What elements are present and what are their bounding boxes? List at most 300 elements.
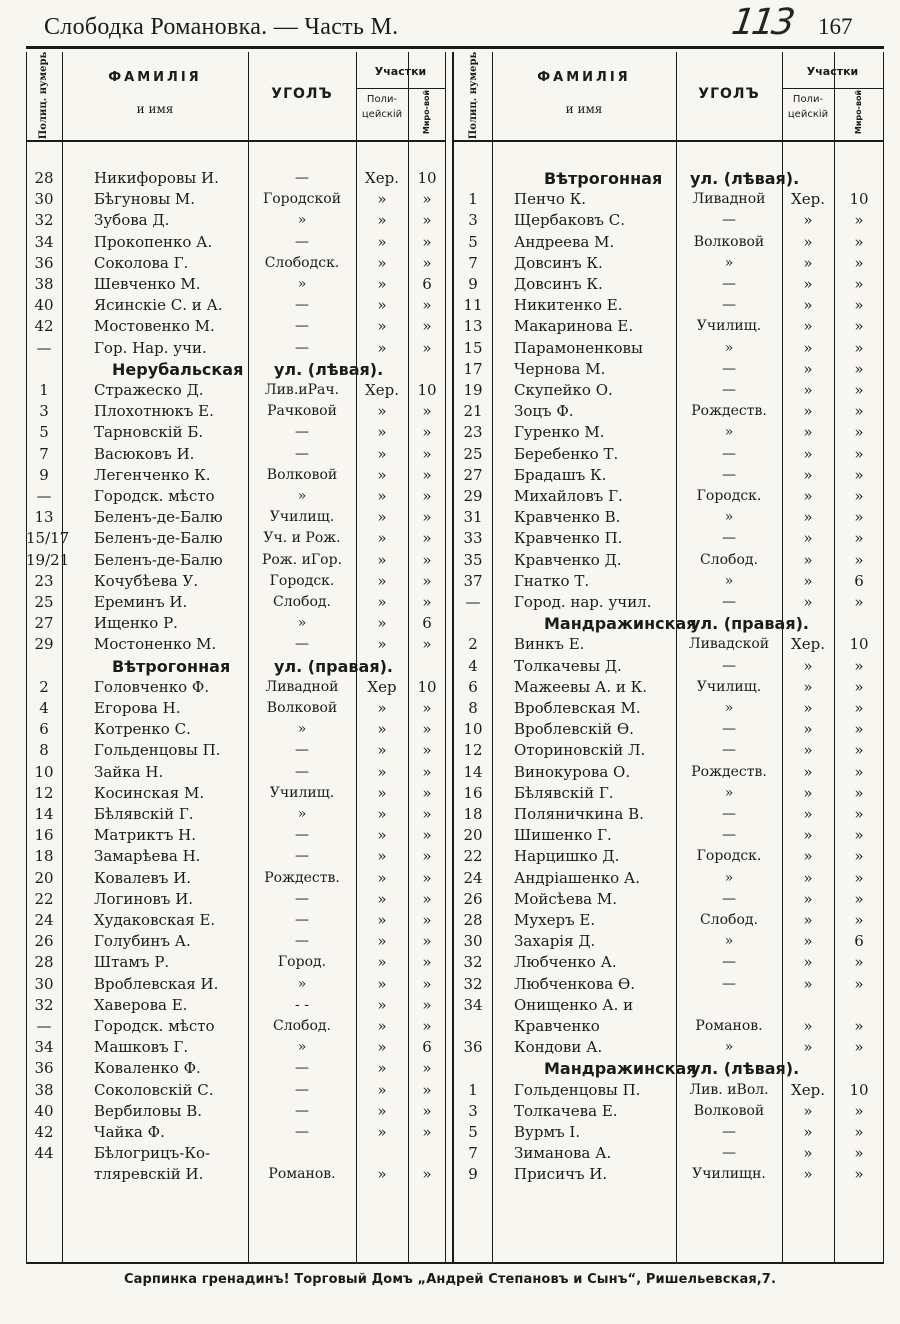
magistrate-district: » bbox=[422, 762, 432, 781]
police-district: » bbox=[377, 1101, 387, 1120]
street-side: ул. (правая). bbox=[690, 614, 809, 634]
table-row bbox=[26, 232, 446, 253]
police-district: Хер. bbox=[791, 1080, 825, 1099]
magistrate-district: » bbox=[854, 423, 864, 442]
police-district: » bbox=[803, 720, 813, 739]
magistrate-district: » bbox=[854, 741, 864, 760]
resident-name: Васюковъ И. bbox=[94, 444, 195, 463]
house-number: 22 bbox=[34, 889, 54, 908]
table-row bbox=[26, 380, 446, 401]
corner-street: » bbox=[724, 424, 734, 441]
table-row bbox=[26, 931, 446, 952]
magistrate-district: » bbox=[422, 911, 432, 929]
corner-street: — bbox=[295, 297, 309, 314]
house-number: 2 bbox=[468, 635, 478, 654]
house-number: 7 bbox=[468, 1144, 478, 1163]
magistrate-district: 10 bbox=[849, 190, 869, 209]
corner-street: Училищ. bbox=[696, 678, 762, 695]
magistrate-district: » bbox=[854, 720, 864, 739]
corner-street: Городск. bbox=[269, 572, 335, 589]
house-number: 28 bbox=[34, 169, 54, 187]
magistrate-district: » bbox=[854, 508, 864, 527]
resident-name: Пенчо К. bbox=[514, 190, 587, 209]
corner-street: » bbox=[724, 254, 734, 271]
magistrate-district: » bbox=[854, 1038, 864, 1057]
magistrate-district: » bbox=[422, 487, 432, 505]
corner-street: — bbox=[295, 424, 309, 441]
street-name: Нерубальская bbox=[112, 359, 244, 379]
resident-name: Соколовскій С. bbox=[94, 1080, 214, 1099]
table-row bbox=[26, 274, 446, 295]
resident-name: Бѣлявскій Г. bbox=[514, 783, 614, 802]
corner-street: — bbox=[722, 827, 736, 844]
house-number: 19 bbox=[463, 381, 483, 399]
table-row bbox=[452, 592, 884, 613]
table-row bbox=[452, 338, 884, 359]
magistrate-district: 10 bbox=[417, 381, 437, 399]
header-corner: УГОЛЪ bbox=[271, 86, 333, 102]
table-row bbox=[452, 359, 884, 380]
corner-street: — bbox=[722, 890, 736, 907]
magistrate-district: » bbox=[422, 1101, 432, 1120]
house-number: 26 bbox=[463, 889, 483, 908]
street-name: Мандражинская bbox=[544, 614, 697, 634]
magistrate-district: » bbox=[422, 1165, 432, 1184]
house-number: 8 bbox=[468, 699, 478, 717]
police-district: » bbox=[377, 1080, 387, 1099]
house-number: 9 bbox=[468, 1165, 478, 1184]
house-number: 3 bbox=[39, 402, 49, 421]
magistrate-district: » bbox=[854, 805, 864, 823]
corner-street: Ливадной bbox=[692, 191, 766, 208]
magistrate-district: » bbox=[422, 635, 432, 654]
magistrate-district: » bbox=[422, 1080, 432, 1099]
table-row bbox=[26, 762, 446, 783]
resident-name: Мойсѣева М. bbox=[514, 889, 617, 908]
house-number: 10 bbox=[463, 720, 483, 739]
corner-street: » bbox=[297, 1039, 307, 1056]
resident-name: Парамоненковы bbox=[514, 338, 643, 357]
house-number: 1 bbox=[39, 381, 49, 399]
police-district: » bbox=[803, 1144, 813, 1163]
police-district: » bbox=[377, 932, 387, 951]
corner-street: — bbox=[295, 1081, 309, 1098]
corner-street: — bbox=[295, 318, 309, 335]
header-mir: Миро-вой bbox=[422, 89, 431, 135]
house-number: 14 bbox=[463, 762, 483, 781]
police-district: » bbox=[803, 847, 813, 866]
resident-name: Кондови А. bbox=[514, 1038, 603, 1057]
police-district: Хер. bbox=[791, 190, 825, 209]
table-row bbox=[26, 189, 446, 210]
table-row bbox=[452, 486, 884, 507]
police-district: » bbox=[377, 699, 387, 717]
corner-street: — bbox=[722, 297, 736, 314]
magistrate-district: » bbox=[854, 253, 864, 272]
magistrate-district: » bbox=[422, 529, 432, 548]
magistrate-district: » bbox=[422, 444, 432, 463]
corner-street: — bbox=[722, 530, 736, 547]
resident-name: Прокопенко А. bbox=[94, 232, 213, 251]
table-row bbox=[26, 507, 446, 528]
police-district: » bbox=[803, 932, 813, 951]
table-row bbox=[452, 910, 884, 931]
table-row bbox=[452, 1122, 884, 1143]
table-row bbox=[26, 995, 446, 1016]
police-district: » bbox=[803, 911, 813, 929]
table-row bbox=[26, 528, 446, 549]
table-row bbox=[452, 401, 884, 422]
house-number: 32 bbox=[463, 974, 483, 993]
resident-name: Городск. мѣсто bbox=[94, 487, 215, 505]
magistrate-district: » bbox=[854, 529, 864, 548]
table-row bbox=[452, 931, 884, 952]
corner-street: Слободск. bbox=[264, 254, 340, 271]
police-district: » bbox=[377, 1059, 387, 1078]
police-district: » bbox=[377, 232, 387, 251]
corner-street: - - bbox=[295, 996, 309, 1013]
police-district: » bbox=[377, 805, 387, 823]
magistrate-district: » bbox=[422, 296, 432, 315]
resident-name: Вербиловы В. bbox=[94, 1101, 203, 1120]
table-row bbox=[26, 1101, 446, 1122]
corner-street: Город. bbox=[277, 954, 327, 971]
resident-name: Захарія Д. bbox=[514, 932, 596, 951]
resident-name: Бѣлявскій Г. bbox=[94, 805, 194, 823]
corner-street: — bbox=[722, 975, 736, 992]
police-district: » bbox=[377, 1038, 387, 1057]
table-row bbox=[26, 316, 446, 337]
corner-street: Ливадной bbox=[265, 678, 339, 695]
table-row bbox=[452, 210, 884, 231]
resident-name: Зубова Д. bbox=[94, 211, 170, 230]
resident-name: Нарцишко Д. bbox=[514, 847, 620, 866]
house-number: 30 bbox=[34, 974, 54, 993]
police-district: » bbox=[377, 190, 387, 209]
resident-name: Машковъ Г. bbox=[94, 1038, 189, 1057]
magistrate-district: » bbox=[854, 847, 864, 866]
resident-name: Кравченко bbox=[514, 1017, 600, 1035]
table-row bbox=[26, 1016, 446, 1037]
house-number: — bbox=[36, 487, 52, 505]
corner-street: — bbox=[722, 360, 736, 377]
police-district: » bbox=[803, 974, 813, 993]
house-number: 44 bbox=[34, 1144, 54, 1163]
magistrate-district: » bbox=[422, 465, 432, 484]
police-district: » bbox=[803, 677, 813, 696]
resident-name: Вурмъ I. bbox=[514, 1123, 581, 1141]
table-row bbox=[452, 719, 884, 740]
house-number: — bbox=[36, 338, 52, 357]
resident-name: Шишенко Г. bbox=[514, 826, 612, 845]
magistrate-district: » bbox=[422, 699, 432, 717]
resident-name: Зоцъ Ф. bbox=[514, 402, 574, 421]
resident-name: Беленъ-де-Балю bbox=[94, 508, 223, 527]
table-row bbox=[452, 1164, 884, 1185]
police-district: » bbox=[803, 402, 813, 421]
corner-street: Городск. bbox=[696, 848, 762, 865]
magistrate-district: » bbox=[854, 677, 864, 696]
corner-street: Училищ. bbox=[269, 784, 335, 801]
table-row bbox=[26, 952, 446, 973]
table-row bbox=[452, 571, 884, 592]
resident-name: Чернова М. bbox=[514, 359, 606, 378]
house-number: 28 bbox=[34, 953, 54, 972]
handwritten-page-number: 113 bbox=[729, 2, 795, 43]
street-heading bbox=[452, 613, 884, 634]
magistrate-district: » bbox=[422, 508, 432, 527]
table-row bbox=[26, 613, 446, 634]
police-district: » bbox=[377, 253, 387, 272]
street-heading bbox=[26, 359, 446, 380]
house-number: 18 bbox=[34, 847, 54, 866]
resident-name: Мажеевы А. и К. bbox=[514, 677, 648, 696]
resident-name: Довсинъ К. bbox=[514, 253, 603, 272]
house-number: 23 bbox=[463, 423, 483, 442]
table-row bbox=[26, 719, 446, 740]
resident-name: Беленъ-де-Балю bbox=[94, 550, 223, 569]
corner-street: Рачковой bbox=[267, 403, 337, 420]
corner-street: — bbox=[722, 466, 736, 483]
police-district: » bbox=[803, 826, 813, 845]
house-number: 14 bbox=[34, 805, 54, 823]
police-district: » bbox=[377, 974, 387, 993]
resident-name: Присичъ И. bbox=[514, 1165, 608, 1184]
police-district: » bbox=[377, 423, 387, 442]
district-subheader-rule bbox=[356, 88, 446, 89]
magistrate-district: » bbox=[854, 889, 864, 908]
resident-name: Худаковская Е. bbox=[94, 911, 216, 929]
resident-name: Ковалевъ И. bbox=[94, 868, 192, 887]
table-row bbox=[452, 634, 884, 655]
corner-street: — bbox=[722, 954, 736, 971]
police-district: » bbox=[803, 762, 813, 781]
resident-name: Вроблевскій Ѳ. bbox=[514, 720, 634, 739]
resident-name: Онищенко А. и bbox=[514, 995, 634, 1014]
resident-name: Мостовенко М. bbox=[94, 317, 215, 336]
police-district: » bbox=[803, 359, 813, 378]
corner-street: — bbox=[295, 933, 309, 950]
resident-name: Беленъ-де-Балю bbox=[94, 529, 223, 548]
resident-name: Ясинскіе С. и А. bbox=[94, 296, 223, 315]
corner-street: Уч. и Рож. bbox=[263, 530, 341, 547]
table-row bbox=[452, 698, 884, 719]
corner-street: — bbox=[295, 763, 309, 780]
house-number: 16 bbox=[463, 783, 483, 802]
police-district: » bbox=[803, 805, 813, 823]
right-table bbox=[452, 52, 884, 1262]
corner-street: Городск. bbox=[696, 488, 762, 504]
resident-name: Бѣгуновы М. bbox=[94, 190, 196, 209]
table-row bbox=[452, 316, 884, 337]
house-number: 36 bbox=[463, 1038, 483, 1057]
magistrate-district: » bbox=[854, 465, 864, 484]
corner-street: » bbox=[297, 276, 307, 292]
house-number: 42 bbox=[34, 317, 54, 336]
resident-name: Бѣлогрицъ-Ко- bbox=[94, 1144, 211, 1163]
resident-name: Зайка Н. bbox=[94, 762, 164, 781]
magistrate-district: » bbox=[854, 1165, 864, 1184]
resident-name: Город. нар. учил. bbox=[514, 593, 652, 611]
police-district: » bbox=[377, 826, 387, 845]
resident-name: Штамъ Р. bbox=[94, 953, 170, 972]
police-district: » bbox=[377, 720, 387, 739]
corner-street: Романов. bbox=[268, 1166, 336, 1183]
table-row bbox=[452, 804, 884, 825]
magistrate-district: » bbox=[854, 444, 864, 463]
house-number: 5 bbox=[468, 1123, 478, 1141]
resident-name: Андріашенко А. bbox=[514, 868, 641, 887]
table-row bbox=[26, 1037, 446, 1058]
resident-name: Гуренко М. bbox=[514, 423, 605, 442]
corner-street: Училищн. bbox=[692, 1166, 766, 1183]
header-police: Поли-цейскій bbox=[787, 94, 829, 120]
police-district: » bbox=[377, 338, 387, 357]
corner-street: — bbox=[722, 806, 736, 822]
police-district: » bbox=[803, 1123, 813, 1141]
house-number: 6 bbox=[468, 677, 478, 696]
house-number: 38 bbox=[34, 275, 54, 293]
corner-street: Волковой bbox=[266, 700, 338, 716]
house-number: 5 bbox=[468, 232, 478, 251]
corner-street: — bbox=[295, 1060, 309, 1077]
table-row bbox=[26, 804, 446, 825]
street-side: ул. (лѣвая). bbox=[690, 169, 800, 188]
house-number: — bbox=[465, 593, 481, 611]
corner-street: » bbox=[724, 869, 734, 886]
magistrate-district: » bbox=[854, 317, 864, 336]
police-district: » bbox=[803, 741, 813, 760]
house-number: 17 bbox=[463, 359, 483, 378]
magistrate-district: » bbox=[422, 571, 432, 590]
corner-street: — bbox=[722, 276, 736, 292]
corner-street: — bbox=[295, 890, 309, 907]
corner-street: Романов. bbox=[695, 1018, 763, 1034]
resident-name: Шевченко М. bbox=[94, 275, 201, 293]
corner-street: — bbox=[295, 339, 309, 356]
table-row bbox=[26, 168, 446, 189]
resident-name: Толкачевы Д. bbox=[514, 656, 622, 675]
police-district: » bbox=[803, 232, 813, 251]
resident-name: Матриктъ Н. bbox=[94, 826, 197, 845]
house-number: 2 bbox=[39, 677, 49, 696]
corner-street: Волковой bbox=[266, 466, 338, 483]
resident-name: Мухеръ Е. bbox=[514, 911, 596, 929]
police-district: » bbox=[377, 508, 387, 527]
house-number: 32 bbox=[34, 995, 54, 1014]
header-name-sub: и имя bbox=[136, 102, 174, 116]
corner-street: — bbox=[722, 721, 736, 738]
magistrate-district: » bbox=[854, 593, 864, 611]
magistrate-district: » bbox=[422, 190, 432, 209]
magistrate-district: » bbox=[422, 1017, 432, 1035]
table-row bbox=[452, 1080, 884, 1101]
corner-street: Слобод. bbox=[700, 912, 758, 928]
magistrate-district: » bbox=[422, 317, 432, 336]
resident-name: Голубинъ А. bbox=[94, 932, 191, 951]
house-number: 9 bbox=[39, 465, 49, 484]
police-district: » bbox=[377, 847, 387, 866]
corner-street: Рождеств. bbox=[691, 403, 767, 420]
resident-name: Гнатко Т. bbox=[514, 571, 590, 590]
house-number: 30 bbox=[463, 932, 483, 951]
house-number: 8 bbox=[39, 741, 49, 760]
magistrate-district: » bbox=[854, 656, 864, 675]
corner-street: — bbox=[722, 445, 736, 462]
header-name-sub: и имя bbox=[565, 102, 603, 116]
footer-rule bbox=[26, 1262, 884, 1264]
table-row bbox=[26, 634, 446, 655]
table-row bbox=[26, 571, 446, 592]
resident-name: Михайловъ Г. bbox=[514, 487, 623, 505]
police-district: » bbox=[377, 465, 387, 484]
corner-street: — bbox=[295, 912, 309, 928]
magistrate-district: 6 bbox=[422, 614, 432, 633]
corner-street: — bbox=[722, 1124, 736, 1140]
house-number: 40 bbox=[34, 296, 54, 315]
table-row bbox=[26, 1080, 446, 1101]
corner-street: — bbox=[295, 1124, 309, 1140]
police-district: » bbox=[377, 487, 387, 505]
resident-name: Косинская М. bbox=[94, 783, 205, 802]
corner-street: — bbox=[295, 636, 309, 653]
corner-street: Волковой bbox=[693, 233, 765, 250]
police-district: » bbox=[377, 889, 387, 908]
police-district: » bbox=[377, 593, 387, 611]
house-number: 32 bbox=[34, 211, 54, 230]
table-row bbox=[26, 1058, 446, 1079]
magistrate-district: » bbox=[422, 593, 432, 611]
resident-name: Егорова Н. bbox=[94, 699, 181, 717]
corner-street: » bbox=[297, 212, 307, 229]
table-row bbox=[452, 507, 884, 528]
house-number: 7 bbox=[39, 444, 49, 463]
table-row bbox=[26, 422, 446, 443]
house-number: 27 bbox=[463, 465, 483, 484]
house-number: 37 bbox=[463, 571, 483, 590]
header-corner: УГОЛЪ bbox=[698, 86, 760, 102]
police-district: » bbox=[377, 783, 387, 802]
table-row bbox=[452, 952, 884, 973]
magistrate-district: » bbox=[854, 338, 864, 357]
house-number: 15 bbox=[463, 338, 483, 357]
magistrate-district: » bbox=[422, 995, 432, 1014]
resident-name: Головченко Ф. bbox=[94, 677, 210, 696]
house-number: 10 bbox=[34, 762, 54, 781]
police-district: » bbox=[803, 868, 813, 887]
house-number: 5 bbox=[39, 423, 49, 442]
house-number: 35 bbox=[463, 550, 483, 569]
house-number: 4 bbox=[39, 699, 49, 717]
magistrate-district: 10 bbox=[417, 169, 437, 187]
magistrate-district: » bbox=[854, 402, 864, 421]
table-row bbox=[452, 656, 884, 677]
corner-street: » bbox=[724, 933, 734, 950]
police-district: » bbox=[803, 465, 813, 484]
house-number: 25 bbox=[463, 444, 483, 463]
table-row bbox=[26, 1143, 446, 1164]
house-number: 34 bbox=[463, 995, 483, 1014]
corner-street: » bbox=[724, 339, 734, 356]
header-number: Полиц. нумерь bbox=[38, 51, 50, 139]
house-number: 18 bbox=[463, 805, 483, 823]
corner-street: — bbox=[295, 1102, 309, 1119]
resident-name: Толкачева Е. bbox=[514, 1101, 618, 1120]
magistrate-district: » bbox=[854, 699, 864, 717]
street-heading bbox=[452, 1058, 884, 1079]
house-number: 19/21 bbox=[26, 550, 70, 569]
header-number: Полиц. нумерь bbox=[468, 51, 480, 139]
